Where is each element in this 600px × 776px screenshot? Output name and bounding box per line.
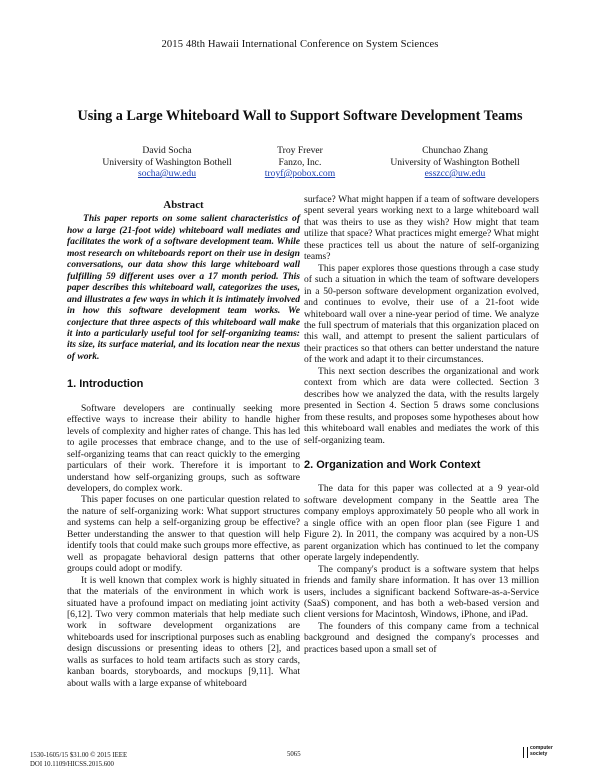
- abstract-text: This paper reports on some salient characteristics of how a large (21-foot wide) whiteboard wall mediates and facilitates the work of a software development team. While most research on whiteboards report on their use in design conversations, our data show this large whiteboard wall fulfilling 59 different uses over a 17 month period. This paper describes this whiteboard wall, categorizes the uses, and illustrates a few ways in which it is intimately involved in how this software development team works. We conjecture that three aspects of this whiteboard wall make it into a particularly useful tool for self-organizing teams: its size, its surface material, and its location near the nexus of work.: [67, 213, 300, 362]
- paragraph: This paper focuses on one particular question related to the nature of self-organizing work: What support structures and systems can help a self-organizing group be effective? Better understanding the answer to that question will help identify tools that could make such groups more effective, as well as propagate behavioral design patterns that other groups could adopt or modify.: [67, 494, 300, 575]
- author-email-link[interactable]: socha@uw.edu: [137, 168, 197, 179]
- author-name: David Socha: [142, 145, 192, 156]
- paragraph: It is well known that complex work is highly situated in that the materials of the environment in which work is situated have a profound impact on mediating joint activity [6,12]. Two very common materials that help mediate such work in software development organizations are whiteboards used for inscriptional purposes such as enabling design discussions or presenting ideas to others [2], and walls as surfaces to hold team artifacts such as story cards, kanban boards, storyboards, and mockups [9,11]. What about walls with a large expanse of whiteboard: [67, 574, 300, 689]
- author-name: Troy Frever: [277, 145, 323, 156]
- author-affiliation: University of Washington Bothell: [102, 156, 232, 168]
- right-column: [304, 194, 539, 655]
- paragraph: The company's product is a software system that helps friends and family share information. It has over 13 million users, includes a significant backend Software-as-a-Service (SaaS) component, and has both a web-based version and client versions for Macintosh, Windows, iPhone, and iPad.: [304, 563, 539, 621]
- left-column: [67, 200, 300, 689]
- section-heading-introduction: 1. Introduction: [67, 378, 144, 391]
- author-block: [355, 145, 555, 180]
- abstract-heading: Abstract: [163, 199, 204, 211]
- paragraph: This next section describes the organizational and work context from which are data were collected. Section 3 describes how we analyzed the data, with the results largely presented in Section 4. Section 5 draws some conclusions from these results, and proposes some hypotheses about how this whiteboard wall enables and mediates the work of this self-organizing team.: [304, 365, 539, 446]
- logo-text: computer society: [530, 745, 553, 757]
- page-number: 5065: [287, 751, 301, 758]
- conference-header: 2015 48th Hawaii International Conference on System Sciences: [161, 39, 439, 50]
- paragraph: This paper explores those questions through a case study of such a situation in which the team of software developers in a 50-person software development organization evolved, and continues to evolve, their use of a 21-foot wide whiteboard wall over a nine-year period of time. We analyze the full spectrum of materials that this organization placed on this wall, and attempt to present the salient particulars of their practices so that others can better understand the nature of the work and adapt it to their circumstances.: [304, 262, 539, 366]
- author-block: [72, 145, 262, 180]
- section-heading-organization: 2. Organization and Work Context: [304, 458, 481, 471]
- doi-line: DOI 10.1109/HICSS.2015.600: [30, 761, 114, 768]
- copyright-line: 1530-1605/15 $31.00 © 2015 IEEE: [30, 752, 128, 759]
- paragraph-continuation: surface? What might happen if a team of software developers spent several years working next to a large whiteboard wall that was theirs to use as they wish? How might that team utilize that space? What practices might emerge? What might these practices tell us about the nature of self-organizing teams?: [304, 194, 539, 263]
- ieee-computer-society-logo-icon: [510, 746, 558, 766]
- author-affiliation: Fanzo, Inc.: [278, 156, 322, 168]
- author-block: [240, 145, 360, 180]
- author-email-link[interactable]: esszcc@uw.edu: [424, 168, 486, 179]
- footer-copyright: [30, 751, 127, 769]
- author-name: Chunchao Zhang: [422, 145, 488, 156]
- author-affiliation: University of Washington Bothell: [390, 156, 520, 168]
- paragraph: The data for this paper was collected at a 9 year-old software development company in the Seattle area The company employs approximately 50 people who all work in a single office with an open floor plan (see Figure 1 and Figure 2). In 2011, the company was acquired by a non-US parent organization which has continued to let the company operate largely independently.: [304, 483, 539, 564]
- paragraph: Software developers are continually seeking more effective ways to increase their ability to handle higher levels of complexity and higher rates of change. This has led to agile processes that embrace change, and to the use of self-organizing teams that can react quickly to the emerging particulars of their work. Therefore it is important to understand how self-organizing groups, such as software developers, do complex work.: [67, 402, 300, 494]
- paper-title: Using a Large Whiteboard Wall to Support Software Development Teams: [77, 108, 523, 124]
- author-email-link[interactable]: troyf@pobox.com: [264, 168, 336, 179]
- logo-mark-icon: [523, 747, 528, 758]
- paragraph: The founders of this company came from a technical background and designed the company's processes and practices based upon a small set of: [304, 620, 539, 655]
